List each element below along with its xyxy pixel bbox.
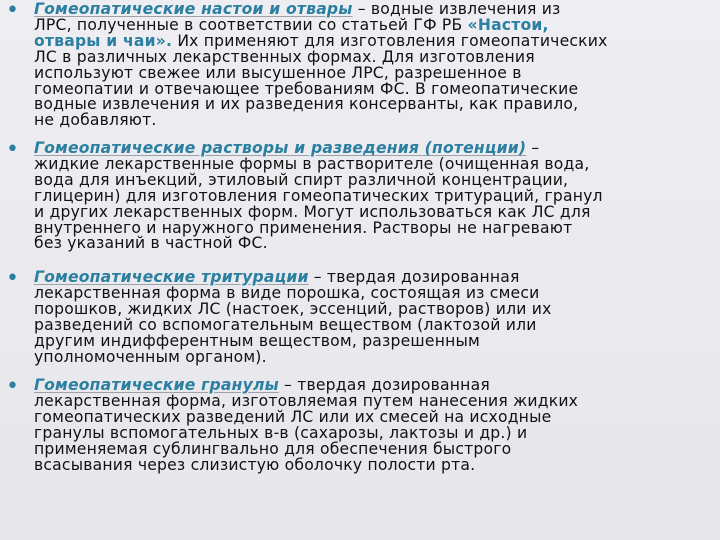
body-text: без указаний в частной ФС.: [34, 234, 268, 253]
bullet-dot-icon: •: [6, 374, 19, 399]
body-text: – твердая дозированная: [308, 268, 520, 286]
body-text: используют свежее или высушенное ЛРС, разрешенное в: [34, 63, 522, 82]
body-text: жидкие лекарственные формы в растворителе (очищенная вода,: [34, 154, 590, 173]
body-text: лекарственная форма в виде порошка, состоящая из смеси: [34, 283, 540, 302]
body-text: гомеопатических разведений ЛС или их смесей на исходные: [34, 407, 552, 426]
body-text: вода для инъекций, этиловый спирт различной концентрации,: [34, 170, 569, 189]
body-text: разведений со вспомогательным веществом (лактозой или: [34, 315, 537, 334]
body-text: внутреннего и наружного применения. Растворы не нагревают: [34, 218, 573, 237]
highlighted-text: «Настои,: [467, 15, 549, 34]
bullet-dot-icon: •: [6, 266, 19, 291]
body-text: ЛРС, полученные в соответствии со статьей ГФ РБ: [34, 15, 468, 34]
body-text: –: [526, 139, 540, 157]
body-text: ЛС в различных лекарственных формах. Для изготовления: [34, 47, 535, 66]
body-text: применяемая сублингвально для обеспечения быстрого: [34, 439, 512, 458]
body-text: уполномоченным органом).: [34, 347, 267, 366]
text-line: [34, 347, 718, 366]
text-line: [34, 455, 718, 474]
bullet-dot-icon: •: [6, 0, 19, 23]
term-heading: Гомеопатические тритурации: [34, 268, 309, 286]
term-heading: Гомеопатические гранулы: [34, 376, 279, 394]
body-text: другим индифферентным веществом, разрешенным: [34, 331, 480, 350]
body-text: глицерин) для изготовления гомеопатических тритураций, гранул: [34, 186, 603, 205]
text-line: [34, 236, 718, 252]
body-text: – твердая дозированная: [278, 376, 490, 394]
body-text: гранулы вспомогательных в-в (сахарозы, лактозы и др.) и: [34, 423, 528, 442]
term-heading: Гомеопатические растворы и разведения (потенции): [34, 139, 527, 157]
body-text: гомеопатии и отвечающее требованиям ФС. В гомеопатические: [34, 79, 579, 98]
body-text: всасывания через слизистую оболочку полости рта.: [34, 455, 476, 474]
term-heading: Гомеопатические настои и отвары: [34, 0, 353, 18]
body-text: лекарственная форма, изготовляемая путем нанесения жидких: [34, 391, 579, 410]
body-text: не добавляют.: [34, 111, 157, 130]
body-text: Их применяют для изготовления гомеопатических: [172, 31, 608, 50]
body-text: – водные извлечения из: [352, 0, 561, 18]
bullet-dot-icon: •: [6, 137, 19, 162]
highlighted-text: отвары и чаи».: [34, 31, 173, 50]
body-text: и других лекарственных форм. Могут использоваться как ЛС для: [34, 202, 591, 221]
text-line: [34, 113, 718, 129]
body-text: порошков, жидких ЛС (настоек, эссенций, растворов) или их: [34, 299, 552, 318]
body-text: водные извлечения и их разведения консерванты, как правило,: [34, 95, 579, 114]
